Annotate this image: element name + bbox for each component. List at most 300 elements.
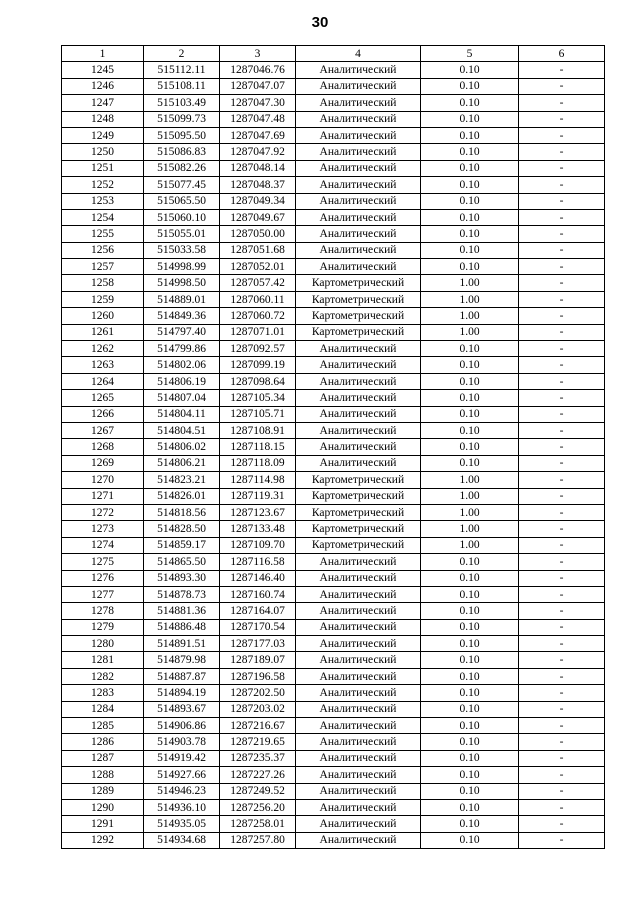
point-number-cell: 1245	[62, 62, 144, 78]
table-row	[62, 242, 605, 258]
y-coordinate-cell: 1287105.34	[220, 390, 296, 406]
point-number-cell: 1279	[62, 619, 144, 635]
y-coordinate-cell: 1287202.50	[220, 685, 296, 701]
accuracy-cell: 0.10	[421, 62, 519, 78]
accuracy-cell: 0.10	[421, 554, 519, 570]
y-coordinate-cell: 1287133.48	[220, 521, 296, 537]
table-row	[62, 209, 605, 225]
point-number-cell: 1267	[62, 422, 144, 438]
accuracy-cell: 0.10	[421, 701, 519, 717]
column-header: 5	[421, 46, 519, 62]
table-row	[62, 504, 605, 520]
x-coordinate-cell: 514927.66	[144, 767, 220, 783]
x-coordinate-cell: 514823.21	[144, 472, 220, 488]
table-row	[62, 291, 605, 307]
method-cell: Аналитический	[296, 603, 421, 619]
y-coordinate-cell: 1287098.64	[220, 373, 296, 389]
accuracy-cell: 0.10	[421, 668, 519, 684]
table-row	[62, 537, 605, 553]
table-row	[62, 390, 605, 406]
note-cell: -	[519, 488, 605, 504]
accuracy-cell: 0.10	[421, 619, 519, 635]
y-coordinate-cell: 1287256.20	[220, 799, 296, 815]
point-number-cell: 1248	[62, 111, 144, 127]
table-row	[62, 373, 605, 389]
point-number-cell: 1292	[62, 832, 144, 848]
method-cell: Аналитический	[296, 95, 421, 111]
method-cell: Аналитический	[296, 422, 421, 438]
table-row	[62, 341, 605, 357]
y-coordinate-cell: 1287219.65	[220, 734, 296, 750]
note-cell: -	[519, 209, 605, 225]
x-coordinate-cell: 514804.51	[144, 422, 220, 438]
table-row	[62, 668, 605, 684]
point-number-cell: 1254	[62, 209, 144, 225]
method-cell: Картометрический	[296, 308, 421, 324]
point-number-cell: 1286	[62, 734, 144, 750]
x-coordinate-cell: 514894.19	[144, 685, 220, 701]
x-coordinate-cell: 514893.30	[144, 570, 220, 586]
accuracy-cell: 0.10	[421, 373, 519, 389]
x-coordinate-cell: 515086.83	[144, 144, 220, 160]
y-coordinate-cell: 1287060.72	[220, 308, 296, 324]
point-number-cell: 1260	[62, 308, 144, 324]
note-cell: -	[519, 111, 605, 127]
accuracy-cell: 0.10	[421, 455, 519, 471]
accuracy-cell: 0.10	[421, 127, 519, 143]
accuracy-cell: 1.00	[421, 504, 519, 520]
method-cell: Аналитический	[296, 701, 421, 717]
accuracy-cell: 0.10	[421, 570, 519, 586]
accuracy-cell: 0.10	[421, 357, 519, 373]
note-cell: -	[519, 750, 605, 766]
method-cell: Аналитический	[296, 259, 421, 275]
x-coordinate-cell: 515082.26	[144, 160, 220, 176]
x-coordinate-cell: 514806.21	[144, 455, 220, 471]
note-cell: -	[519, 291, 605, 307]
note-cell: -	[519, 586, 605, 602]
x-coordinate-cell: 515099.73	[144, 111, 220, 127]
table-row	[62, 62, 605, 78]
table-row	[62, 685, 605, 701]
table-row	[62, 636, 605, 652]
method-cell: Картометрический	[296, 488, 421, 504]
table-row	[62, 619, 605, 635]
x-coordinate-cell: 515055.01	[144, 226, 220, 242]
method-cell: Аналитический	[296, 62, 421, 78]
note-cell: -	[519, 570, 605, 586]
table-row	[62, 750, 605, 766]
table-row	[62, 783, 605, 799]
table-row	[62, 554, 605, 570]
table-row	[62, 832, 605, 848]
y-coordinate-cell: 1287092.57	[220, 341, 296, 357]
table-row	[62, 718, 605, 734]
method-cell: Аналитический	[296, 652, 421, 668]
note-cell: -	[519, 521, 605, 537]
note-cell: -	[519, 816, 605, 832]
note-cell: -	[519, 652, 605, 668]
note-cell: -	[519, 226, 605, 242]
point-number-cell: 1283	[62, 685, 144, 701]
table-row	[62, 144, 605, 160]
y-coordinate-cell: 1287118.09	[220, 455, 296, 471]
accuracy-cell: 0.10	[421, 242, 519, 258]
accuracy-cell: 0.10	[421, 95, 519, 111]
note-cell: -	[519, 718, 605, 734]
x-coordinate-cell: 515095.50	[144, 127, 220, 143]
table-row	[62, 308, 605, 324]
y-coordinate-cell: 1287119.31	[220, 488, 296, 504]
note-cell: -	[519, 455, 605, 471]
note-cell: -	[519, 554, 605, 570]
table-row	[62, 324, 605, 340]
method-cell: Аналитический	[296, 390, 421, 406]
x-coordinate-cell: 515060.10	[144, 209, 220, 225]
method-cell: Картометрический	[296, 291, 421, 307]
table-row	[62, 603, 605, 619]
note-cell: -	[519, 275, 605, 291]
table-row	[62, 422, 605, 438]
x-coordinate-cell: 514799.86	[144, 341, 220, 357]
method-cell: Аналитический	[296, 160, 421, 176]
accuracy-cell: 0.10	[421, 78, 519, 94]
y-coordinate-cell: 1287049.34	[220, 193, 296, 209]
x-coordinate-cell: 514936.10	[144, 799, 220, 815]
table-row	[62, 439, 605, 455]
x-coordinate-cell: 514828.50	[144, 521, 220, 537]
note-cell: -	[519, 422, 605, 438]
method-cell: Аналитический	[296, 209, 421, 225]
note-cell: -	[519, 636, 605, 652]
accuracy-cell: 0.10	[421, 832, 519, 848]
x-coordinate-cell: 514879.98	[144, 652, 220, 668]
point-number-cell: 1275	[62, 554, 144, 570]
note-cell: -	[519, 242, 605, 258]
y-coordinate-cell: 1287216.67	[220, 718, 296, 734]
method-cell: Аналитический	[296, 341, 421, 357]
method-cell: Аналитический	[296, 636, 421, 652]
method-cell: Аналитический	[296, 455, 421, 471]
accuracy-cell: 0.10	[421, 750, 519, 766]
point-number-cell: 1281	[62, 652, 144, 668]
y-coordinate-cell: 1287051.68	[220, 242, 296, 258]
method-cell: Аналитический	[296, 554, 421, 570]
y-coordinate-cell: 1287047.48	[220, 111, 296, 127]
method-cell: Аналитический	[296, 111, 421, 127]
accuracy-cell: 0.10	[421, 718, 519, 734]
accuracy-cell: 0.10	[421, 193, 519, 209]
point-number-cell: 1282	[62, 668, 144, 684]
note-cell: -	[519, 537, 605, 553]
table-row	[62, 488, 605, 504]
accuracy-cell: 0.10	[421, 603, 519, 619]
table-row	[62, 799, 605, 815]
method-cell: Аналитический	[296, 242, 421, 258]
method-cell: Аналитический	[296, 406, 421, 422]
point-number-cell: 1246	[62, 78, 144, 94]
accuracy-cell: 0.10	[421, 144, 519, 160]
method-cell: Аналитический	[296, 816, 421, 832]
table-row	[62, 160, 605, 176]
y-coordinate-cell: 1287170.54	[220, 619, 296, 635]
point-number-cell: 1287	[62, 750, 144, 766]
y-coordinate-cell: 1287060.11	[220, 291, 296, 307]
x-coordinate-cell: 515108.11	[144, 78, 220, 94]
accuracy-cell: 0.10	[421, 406, 519, 422]
y-coordinate-cell: 1287047.30	[220, 95, 296, 111]
point-number-cell: 1251	[62, 160, 144, 176]
y-coordinate-cell: 1287050.00	[220, 226, 296, 242]
point-number-cell: 1284	[62, 701, 144, 717]
y-coordinate-cell: 1287099.19	[220, 357, 296, 373]
note-cell: -	[519, 390, 605, 406]
point-number-cell: 1265	[62, 390, 144, 406]
y-coordinate-cell: 1287203.02	[220, 701, 296, 717]
y-coordinate-cell: 1287048.14	[220, 160, 296, 176]
y-coordinate-cell: 1287257.80	[220, 832, 296, 848]
note-cell: -	[519, 95, 605, 111]
y-coordinate-cell: 1287049.67	[220, 209, 296, 225]
table-row	[62, 455, 605, 471]
accuracy-cell: 1.00	[421, 275, 519, 291]
table-row	[62, 767, 605, 783]
point-number-cell: 1252	[62, 177, 144, 193]
note-cell: -	[519, 62, 605, 78]
table-row	[62, 95, 605, 111]
point-number-cell: 1259	[62, 291, 144, 307]
method-cell: Аналитический	[296, 767, 421, 783]
accuracy-cell: 0.10	[421, 226, 519, 242]
point-number-cell: 1257	[62, 259, 144, 275]
point-number-cell: 1249	[62, 127, 144, 143]
point-number-cell: 1255	[62, 226, 144, 242]
table-row	[62, 734, 605, 750]
accuracy-cell: 0.10	[421, 422, 519, 438]
table-row	[62, 275, 605, 291]
x-coordinate-cell: 514935.05	[144, 816, 220, 832]
accuracy-cell: 0.10	[421, 439, 519, 455]
coordinates-table	[61, 45, 605, 849]
method-cell: Картометрический	[296, 472, 421, 488]
table-row	[62, 193, 605, 209]
y-coordinate-cell: 1287114.98	[220, 472, 296, 488]
point-number-cell: 1272	[62, 504, 144, 520]
point-number-cell: 1258	[62, 275, 144, 291]
method-cell: Аналитический	[296, 750, 421, 766]
column-header: 6	[519, 46, 605, 62]
x-coordinate-cell: 514881.36	[144, 603, 220, 619]
accuracy-cell: 0.10	[421, 685, 519, 701]
point-number-cell: 1280	[62, 636, 144, 652]
note-cell: -	[519, 734, 605, 750]
x-coordinate-cell: 514906.86	[144, 718, 220, 734]
accuracy-cell: 0.10	[421, 767, 519, 783]
x-coordinate-cell: 514818.56	[144, 504, 220, 520]
method-cell: Картометрический	[296, 504, 421, 520]
table-header-row	[62, 46, 605, 62]
point-number-cell: 1278	[62, 603, 144, 619]
accuracy-cell: 1.00	[421, 291, 519, 307]
point-number-cell: 1290	[62, 799, 144, 815]
method-cell: Аналитический	[296, 685, 421, 701]
note-cell: -	[519, 832, 605, 848]
accuracy-cell: 0.10	[421, 160, 519, 176]
method-cell: Картометрический	[296, 324, 421, 340]
point-number-cell: 1250	[62, 144, 144, 160]
accuracy-cell: 1.00	[421, 308, 519, 324]
x-coordinate-cell: 515103.49	[144, 95, 220, 111]
note-cell: -	[519, 668, 605, 684]
x-coordinate-cell: 514878.73	[144, 586, 220, 602]
note-cell: -	[519, 373, 605, 389]
y-coordinate-cell: 1287258.01	[220, 816, 296, 832]
note-cell: -	[519, 406, 605, 422]
note-cell: -	[519, 341, 605, 357]
x-coordinate-cell: 515077.45	[144, 177, 220, 193]
accuracy-cell: 0.10	[421, 652, 519, 668]
method-cell: Аналитический	[296, 570, 421, 586]
note-cell: -	[519, 177, 605, 193]
x-coordinate-cell: 514859.17	[144, 537, 220, 553]
note-cell: -	[519, 357, 605, 373]
note-cell: -	[519, 160, 605, 176]
method-cell: Аналитический	[296, 668, 421, 684]
point-number-cell: 1274	[62, 537, 144, 553]
y-coordinate-cell: 1287071.01	[220, 324, 296, 340]
note-cell: -	[519, 619, 605, 635]
table-row	[62, 226, 605, 242]
method-cell: Аналитический	[296, 193, 421, 209]
method-cell: Аналитический	[296, 832, 421, 848]
y-coordinate-cell: 1287109.70	[220, 537, 296, 553]
x-coordinate-cell: 514903.78	[144, 734, 220, 750]
note-cell: -	[519, 685, 605, 701]
note-cell: -	[519, 324, 605, 340]
accuracy-cell: 0.10	[421, 111, 519, 127]
table-row	[62, 111, 605, 127]
point-number-cell: 1288	[62, 767, 144, 783]
table-row	[62, 406, 605, 422]
x-coordinate-cell: 514804.11	[144, 406, 220, 422]
accuracy-cell: 0.10	[421, 586, 519, 602]
y-coordinate-cell: 1287164.07	[220, 603, 296, 619]
point-number-cell: 1271	[62, 488, 144, 504]
y-coordinate-cell: 1287047.92	[220, 144, 296, 160]
x-coordinate-cell: 514919.42	[144, 750, 220, 766]
method-cell: Картометрический	[296, 521, 421, 537]
y-coordinate-cell: 1287235.37	[220, 750, 296, 766]
accuracy-cell: 1.00	[421, 324, 519, 340]
x-coordinate-cell: 514826.01	[144, 488, 220, 504]
point-number-cell: 1277	[62, 586, 144, 602]
table-row	[62, 78, 605, 94]
page-number: 30	[311, 14, 329, 31]
x-coordinate-cell: 514806.19	[144, 373, 220, 389]
note-cell: -	[519, 701, 605, 717]
x-coordinate-cell: 514807.04	[144, 390, 220, 406]
accuracy-cell: 0.10	[421, 783, 519, 799]
table-row	[62, 357, 605, 373]
point-number-cell: 1291	[62, 816, 144, 832]
point-number-cell: 1253	[62, 193, 144, 209]
table-row	[62, 521, 605, 537]
point-number-cell: 1269	[62, 455, 144, 471]
x-coordinate-cell: 514806.02	[144, 439, 220, 455]
column-header: 1	[62, 46, 144, 62]
method-cell: Аналитический	[296, 439, 421, 455]
y-coordinate-cell: 1287189.07	[220, 652, 296, 668]
column-header: 3	[220, 46, 296, 62]
y-coordinate-cell: 1287047.69	[220, 127, 296, 143]
method-cell: Аналитический	[296, 177, 421, 193]
x-coordinate-cell: 514893.67	[144, 701, 220, 717]
method-cell: Аналитический	[296, 718, 421, 734]
method-cell: Аналитический	[296, 226, 421, 242]
accuracy-cell: 0.10	[421, 209, 519, 225]
method-cell: Аналитический	[296, 78, 421, 94]
method-cell: Картометрический	[296, 275, 421, 291]
accuracy-cell: 0.10	[421, 390, 519, 406]
x-coordinate-cell: 515112.11	[144, 62, 220, 78]
x-coordinate-cell: 514946.23	[144, 783, 220, 799]
x-coordinate-cell: 514886.48	[144, 619, 220, 635]
y-coordinate-cell: 1287123.67	[220, 504, 296, 520]
note-cell: -	[519, 603, 605, 619]
table-row	[62, 127, 605, 143]
accuracy-cell: 0.10	[421, 259, 519, 275]
accuracy-cell: 0.10	[421, 177, 519, 193]
method-cell: Картометрический	[296, 537, 421, 553]
x-coordinate-cell: 514865.50	[144, 554, 220, 570]
y-coordinate-cell: 1287227.26	[220, 767, 296, 783]
method-cell: Аналитический	[296, 586, 421, 602]
point-number-cell: 1266	[62, 406, 144, 422]
x-coordinate-cell: 514998.50	[144, 275, 220, 291]
accuracy-cell: 0.10	[421, 734, 519, 750]
point-number-cell: 1261	[62, 324, 144, 340]
note-cell: -	[519, 144, 605, 160]
note-cell: -	[519, 799, 605, 815]
y-coordinate-cell: 1287177.03	[220, 636, 296, 652]
method-cell: Аналитический	[296, 734, 421, 750]
y-coordinate-cell: 1287048.37	[220, 177, 296, 193]
accuracy-cell: 0.10	[421, 816, 519, 832]
accuracy-cell: 0.10	[421, 341, 519, 357]
x-coordinate-cell: 514887.87	[144, 668, 220, 684]
accuracy-cell: 1.00	[421, 521, 519, 537]
table-row	[62, 586, 605, 602]
point-number-cell: 1270	[62, 472, 144, 488]
method-cell: Аналитический	[296, 373, 421, 389]
note-cell: -	[519, 504, 605, 520]
y-coordinate-cell: 1287047.07	[220, 78, 296, 94]
point-number-cell: 1289	[62, 783, 144, 799]
y-coordinate-cell: 1287052.01	[220, 259, 296, 275]
table-row	[62, 472, 605, 488]
table-body	[62, 62, 605, 849]
x-coordinate-cell: 514998.99	[144, 259, 220, 275]
note-cell: -	[519, 767, 605, 783]
note-cell: -	[519, 127, 605, 143]
column-header: 2	[144, 46, 220, 62]
point-number-cell: 1262	[62, 341, 144, 357]
method-cell: Аналитический	[296, 127, 421, 143]
y-coordinate-cell: 1287105.71	[220, 406, 296, 422]
x-coordinate-cell: 514889.01	[144, 291, 220, 307]
method-cell: Аналитический	[296, 619, 421, 635]
x-coordinate-cell: 514797.40	[144, 324, 220, 340]
